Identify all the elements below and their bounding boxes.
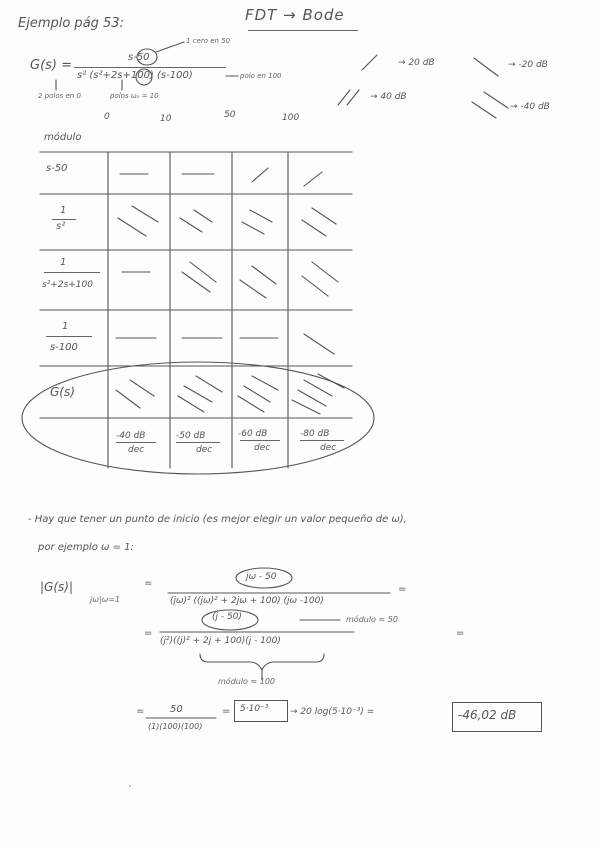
note-zero: 1 cero en 50 <box>186 37 231 45</box>
calc-num3: 50 <box>170 704 183 715</box>
slope-seg3-den: dec <box>254 443 271 453</box>
slope-seg1-num: -40 dB <box>116 431 146 441</box>
zero-circle <box>137 49 157 65</box>
calc-eq2: = <box>398 584 407 595</box>
den-brace <box>200 654 324 670</box>
example-reference: Ejemplo pág 53: <box>18 16 124 31</box>
calc-eq6: = <box>222 706 231 717</box>
transfer-lhs: G(s) = <box>30 58 73 73</box>
legend-up-two: → 40 dB <box>370 92 407 102</box>
slope-seg1-den: dec <box>128 445 145 455</box>
slope-seg2-num: -50 dB <box>176 431 206 441</box>
calc-eq4: = <box>456 628 465 639</box>
calc-num1: jω - 50 <box>246 572 277 582</box>
row-label-s2-num: 1 <box>60 205 67 216</box>
breakpoint-10: 10 <box>160 114 172 124</box>
legend-arrow-down-1 <box>474 58 498 76</box>
calc-boxed1: 5·10⁻³ <box>240 704 269 714</box>
transfer-numerator: s-50 <box>128 52 150 63</box>
calc-den1: (jω)² ((jω)² + 2jω + 100) (jω -100) <box>170 596 324 606</box>
row-label-s-100-num: 1 <box>62 321 69 332</box>
row-label-quad-den: s²+2s+100 <box>42 280 93 290</box>
row-label-gs: G(s) <box>50 385 75 399</box>
calc-note-mod50: módulo ≈ 50 <box>346 615 398 624</box>
breakpoint-100: 100 <box>282 113 300 123</box>
row-label-s-100-den: s-100 <box>50 342 78 353</box>
row-label-s2-den: s² <box>56 221 66 232</box>
calc-lhs-sub: jω|ω=1 <box>90 595 121 604</box>
calc-den2: (j²)((j)² + 2j + 100)(j - 100) <box>160 636 281 646</box>
calc-eq5: = <box>136 706 145 717</box>
note-pole: polo en 100 <box>240 72 282 80</box>
calc-num2: (j - 50) <box>212 612 242 622</box>
slope-seg3-num: -60 dB <box>238 429 268 439</box>
calc-lhs: |G(s)| <box>40 580 73 594</box>
stray-mark: ´ <box>127 785 132 796</box>
legend-down-two: → -40 dB <box>510 102 550 112</box>
explanation-line1: - Hay que tener un punto de inicio (es mejor elegir un valor pequeño de ω), <box>28 514 407 525</box>
table-header-modulo: módulo <box>44 132 82 143</box>
slope-seg2-den: dec <box>196 445 213 455</box>
legend-arrow-up-1 <box>362 55 377 70</box>
calc-note-mod100: módulo ≈ 100 <box>218 677 276 686</box>
note-poles-zero: 2 polos en 0 <box>38 92 81 100</box>
page-title: FDT → Bode <box>245 6 345 24</box>
transfer-denominator: s² (s²+2s+100) (s-100) <box>77 70 193 81</box>
row-label-quad-num: 1 <box>60 257 67 268</box>
legend-arrow-down-2b <box>472 102 496 118</box>
legend-arrow-down-2a <box>484 92 508 108</box>
calc-eq1: = <box>144 578 153 589</box>
row-label-s-50: s-50 <box>46 163 68 174</box>
breakpoint-50: 50 <box>224 110 236 120</box>
calc-boxed2: -46,02 dB <box>458 708 517 722</box>
calc-den3: (1)(100)(100) <box>148 722 203 731</box>
explanation-line2: por ejemplo ω = 1: <box>38 542 134 553</box>
wn-circle <box>136 69 152 85</box>
calc-log: → 20 log(5·10⁻³) = <box>290 707 375 717</box>
slope-seg4-num: -80 dB <box>300 429 330 439</box>
calc-eq3: = <box>144 628 153 639</box>
slope-seg4-den: dec <box>320 443 337 453</box>
breakpoint-0: 0 <box>104 112 110 122</box>
legend-up-one: → 20 dB <box>398 58 435 68</box>
bode-table-grid <box>40 152 352 468</box>
legend-down-one: → -20 dB <box>508 60 548 70</box>
note-natural-freq: polos ωₙ = 10 <box>110 92 159 100</box>
